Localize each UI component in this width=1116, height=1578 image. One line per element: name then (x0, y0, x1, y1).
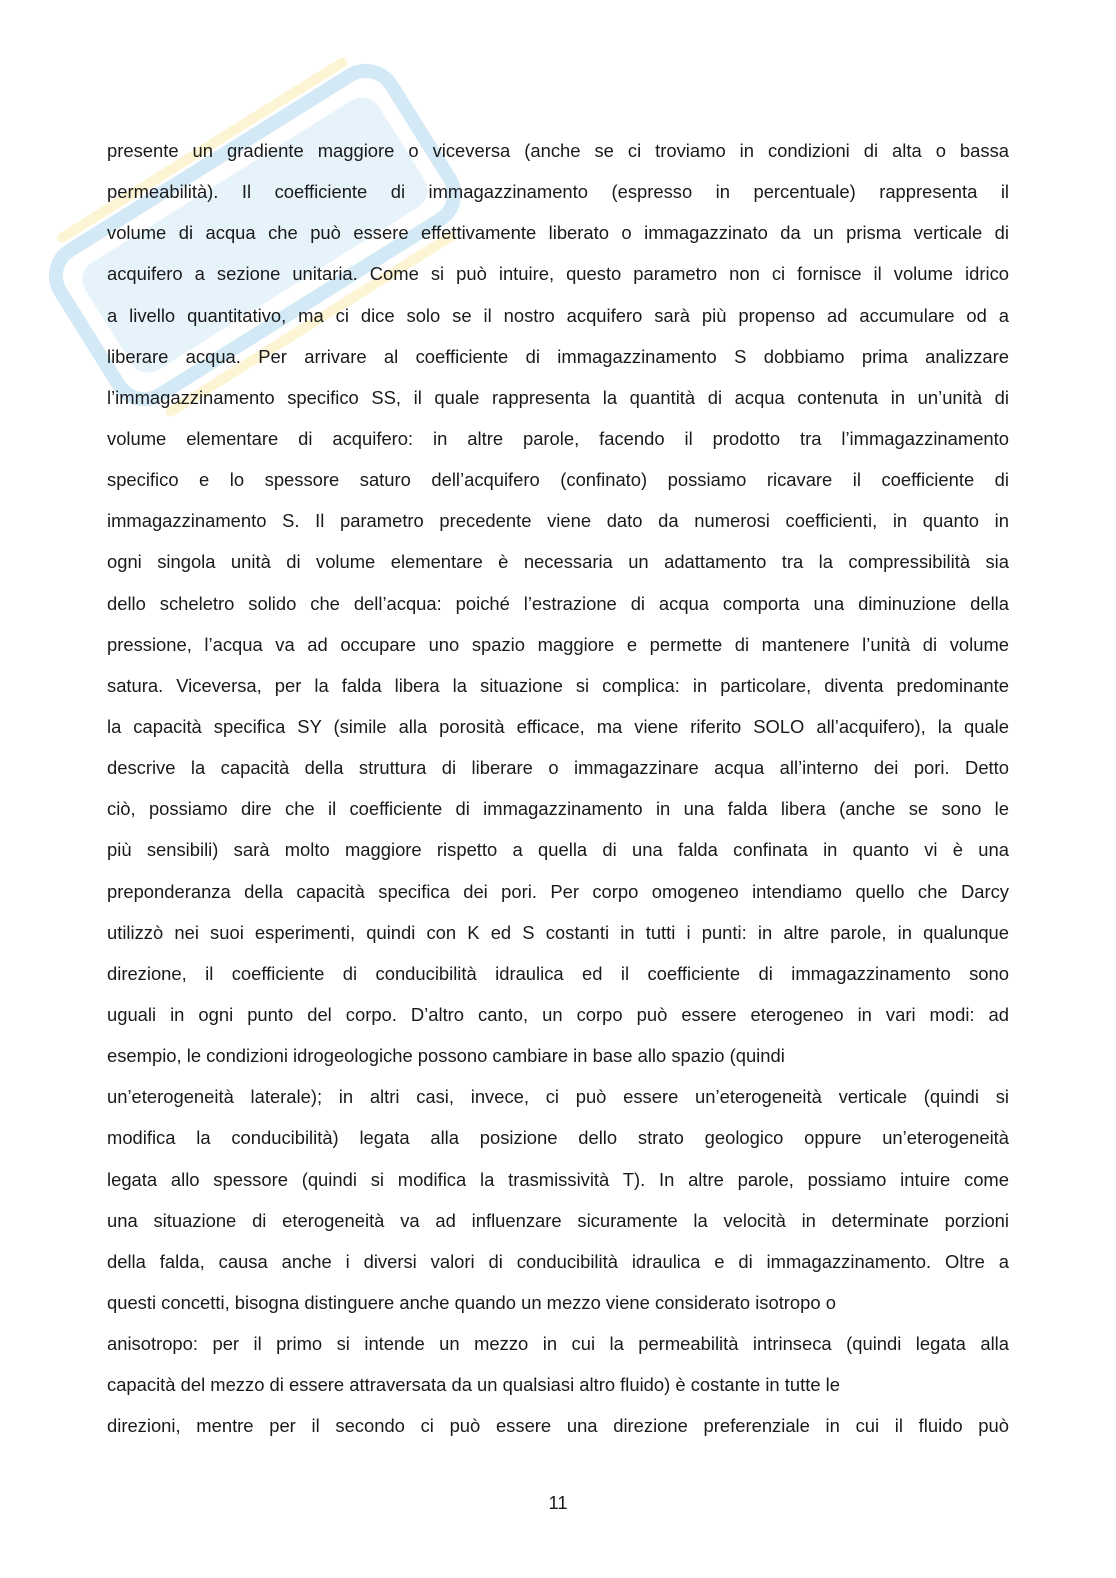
body-line: questi concetti, bisogna distinguere anche quando un mezzo viene considerato isotropo o (107, 1291, 836, 1313)
body-line: satura. Viceversa, per la falda libera la situazione si complica: in particolare, diventa predominante (107, 674, 1009, 696)
body-line: volume elementare di acquifero: in altre parole, facendo il prodotto tra l’immagazzinamento (107, 427, 1009, 449)
body-line: modifica la conducibilità) legata alla posizione dello strato geologico oppure un’eterogeneità (107, 1127, 1009, 1149)
body-line: anisotropo: per il primo si intende un mezzo in cui la permeabilità intrinseca (quindi legata alla (107, 1333, 1009, 1355)
body-line: ciò, possiamo dire che il coefficiente di immagazzinamento in una falda libera (anche se sono le (107, 798, 1009, 820)
body-line: una situazione di eterogeneità va ad influenzare sicuramente la velocità in determinate porzioni (107, 1209, 1009, 1231)
body-line: direzioni, mentre per il secondo ci può essere una direzione preferenziale in cui il fluido può (107, 1415, 1009, 1437)
body-line: preponderanza della capacità specifica dei pori. Per corpo omogeneo intendiamo quello che Darcy (107, 880, 1009, 902)
body-line: utilizzò nei suoi esperimenti, quindi con K ed S costanti in tutti i punti: in altre parole, in qualunque (107, 921, 1009, 943)
body-line: permeabilità). Il coefficiente di immagazzinamento (espresso in percentuale) rappresenta il (107, 181, 1009, 203)
body-line: dello scheletro solido che dell’acqua: poiché l’estrazione di acqua comporta una diminuzione della (107, 592, 1009, 614)
body-line: esempio, le condizioni idrogeologiche possono cambiare in base allo spazio (quindi (107, 1045, 785, 1067)
body-line: specifico e lo spessore saturo dell’acquifero (confinato) possiamo ricavare il coefficiente di (107, 469, 1009, 491)
body-line: descrive la capacità della struttura di liberare o immagazzinare acqua all’interno dei pori. Detto (107, 757, 1009, 779)
body-line: direzione, il coefficiente di conducibilità idraulica ed il coefficiente di immagazzinamento sono (107, 962, 1009, 984)
body-line: l’immagazzinamento specifico SS, il quale rappresenta la quantità di acqua contenuta in un’unità di (107, 386, 1009, 408)
body-line: pressione, l’acqua va ad occupare uno spazio maggiore e permette di mantenere l’unità di volume (107, 633, 1009, 655)
body-line: immagazzinamento S. Il parametro precedente viene dato da numerosi coefficienti, in quanto in (107, 510, 1009, 532)
body-line: capacità del mezzo di essere attraversata da un qualsiasi altro fluido) è costante in tutte le (107, 1374, 840, 1396)
body-line: volume di acqua che può essere effettivamente liberato o immagazzinato da un prisma verticale di (107, 222, 1009, 244)
body-line: liberare acqua. Per arrivare al coefficiente di immagazzinamento S dobbiamo prima analizzare (107, 345, 1009, 367)
body-text (107, 130, 1009, 1447)
body-line: a livello quantitativo, ma ci dice solo se il nostro acquifero sarà più propenso ad accumulare od a (107, 304, 1009, 326)
body-line: un’eterogeneità laterale); in altri casi, invece, ci può essere un’eterogeneità verticale (quindi si (107, 1086, 1009, 1108)
body-line: presente un gradiente maggiore o viceversa (anche se ci troviamo in condizioni di alta o bassa (107, 140, 1009, 161)
body-line: più sensibili) sarà molto maggiore rispetto a quella di una falda confinata in quanto vi è una (107, 839, 1009, 861)
body-line: la capacità specifica SY (simile alla porosità efficace, ma viene riferito SOLO all’acquifero), la quale (107, 715, 1009, 737)
body-line: della falda, causa anche i diversi valori di conducibilità idraulica e di immagazzinamento. Oltre a (107, 1250, 1009, 1272)
body-line: ogni singola unità di volume elementare è necessaria un adattamento tra la compressibilità sia (107, 551, 1009, 573)
body-line: uguali in ogni punto del corpo. D’altro canto, un corpo può essere eterogeneo in vari modi: ad (107, 1003, 1009, 1025)
page-number: 11 (548, 1492, 568, 1513)
body-line: legata allo spessore (quindi si modifica la trasmissività T). In altre parole, possiamo intuire come (107, 1168, 1009, 1190)
body-line: acquifero a sezione unitaria. Come si può intuire, questo parametro non ci fornisce il volume idrico (107, 263, 1009, 285)
